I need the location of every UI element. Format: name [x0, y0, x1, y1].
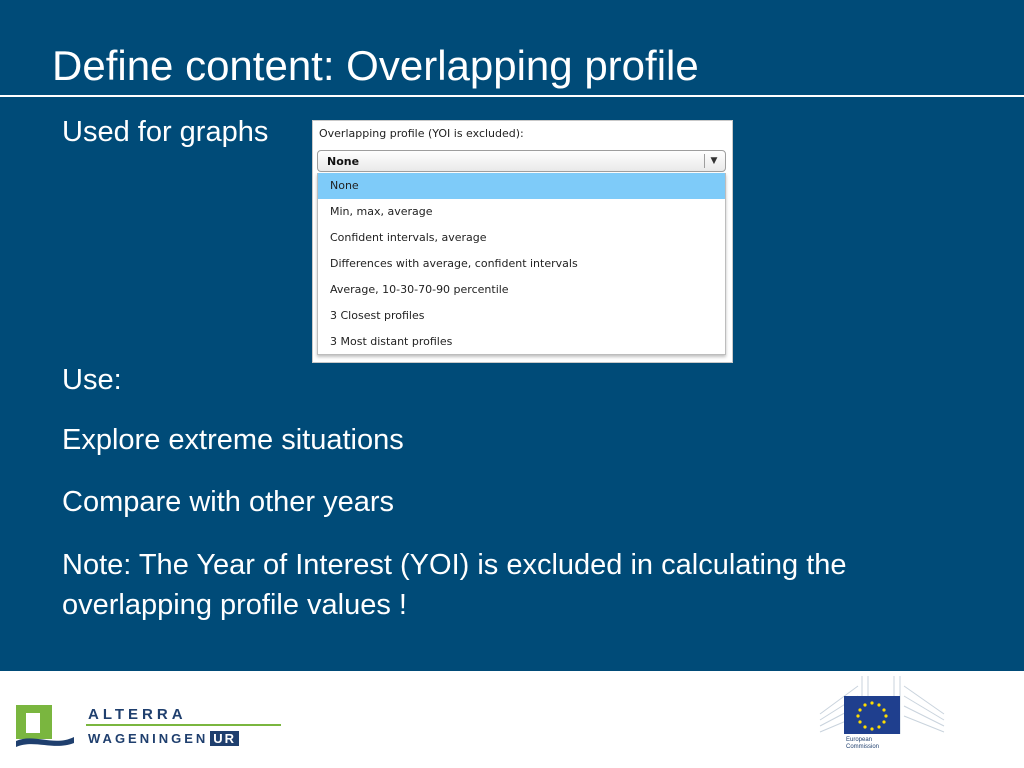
overlapping-profile-select[interactable] [317, 150, 726, 172]
ec-line-2: Commission [846, 744, 880, 750]
select-divider [704, 154, 705, 168]
option-average-percentile[interactable]: Average, 10-30-70-90 percentile [330, 283, 509, 296]
select-value: None [327, 155, 360, 168]
ec-line-1: European [846, 737, 873, 743]
used-for-text: Used for graphs [62, 116, 269, 148]
european-commission-logo-icon [818, 674, 946, 764]
option-differences-with-average[interactable]: Differences with average, confident intervals [330, 257, 578, 270]
alterra-wordmark: ALTERRA [88, 706, 187, 723]
wageningen-text: WAGENINGEN [88, 731, 209, 746]
european-commission-label [846, 737, 879, 751]
option-3-most-distant-profiles[interactable]: 3 Most distant profiles [330, 335, 453, 348]
overlapping-profile-widget [312, 120, 733, 363]
wageningen-wordmark [88, 731, 239, 746]
slide-title: Define content: Overlapping profile [52, 42, 699, 89]
overlapping-profile-label: Overlapping profile (YOI is excluded): [319, 127, 524, 140]
option-none[interactable]: None [318, 173, 725, 199]
title-divider [0, 95, 1024, 97]
alterra-divider [86, 724, 281, 726]
option-min-max-average[interactable]: Min, max, average [330, 205, 433, 218]
triangle-down-icon[interactable]: ▼ [710, 156, 718, 166]
bullet-compare: Compare with other years [62, 486, 395, 518]
option-confident-intervals-average[interactable]: Confident intervals, average [330, 231, 487, 244]
alterra-logo-icon [14, 703, 76, 749]
bullet-explore: Explore extreme situations [62, 424, 404, 456]
note-text: Note: The Year of Interest (YOI) is excluded in calculating the overlapping profile values ! [62, 549, 847, 621]
use-heading: Use: [62, 364, 122, 396]
ur-badge: UR [210, 731, 239, 746]
option-3-closest-profiles[interactable]: 3 Closest profiles [330, 309, 425, 322]
dropdown-list [317, 173, 726, 355]
